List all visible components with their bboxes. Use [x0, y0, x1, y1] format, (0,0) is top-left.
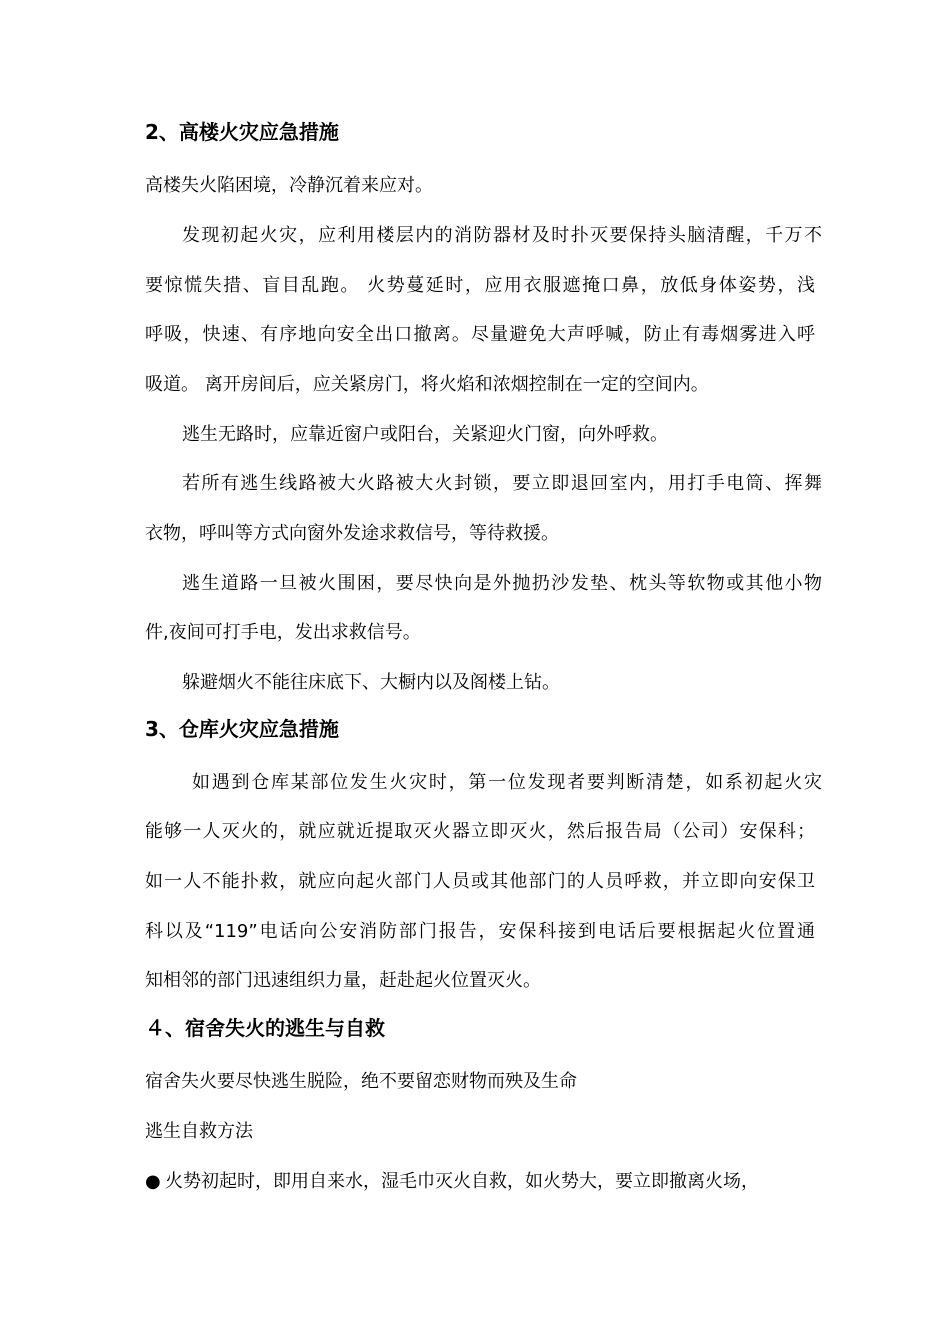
section-3-paragraph-line-2: 能够一人灭火的，就应就近提取灭火器立即灭火，然后报告局（公司）安保科； — [145, 821, 815, 842]
section-3-paragraph-line-3: 如一人不能扑救，就应向起火部门人员或其他部门的人员呼救，并立即向安保卫 — [145, 871, 815, 892]
section-2-paragraph-1-line-1: 发现初起火灾，应利用楼层内的消防器材及时扑灭要保持头脑清醒，千万不 — [182, 225, 822, 246]
section-heading-2: 2、高楼火灾应急措施 — [145, 120, 339, 144]
section-3-paragraph-line-4: 科以及“119”电话向公安消防部门报告，安保科接到电话后要根据起火位置通 — [145, 921, 815, 942]
bullet-dot-icon: ● — [145, 1171, 161, 1192]
section-3-paragraph-line-1: 如遇到仓库某部位发生火灾时，第一位发现者要判断清楚，如系初起火灾 — [192, 772, 822, 793]
section-2-paragraph-2: 逃生无路时，应靠近窗户或阳台，关紧迎火门窗，向外呼救。 — [182, 424, 668, 445]
section-2-paragraph-1-line-3: 呼吸，快速、有序地向安全出口撤离。尽量避免大声呼喊，防止有毒烟雾进入呼 — [145, 324, 815, 345]
section-2-paragraph-1-line-2: 要惊慌失措、盲目乱跑。 火势蔓延时，应用衣服遮掩口鼻，放低身体姿势，浅 — [145, 275, 815, 296]
section-4-paragraph-2: 逃生自救方法 — [145, 1121, 253, 1142]
section-heading-4: ４、宿舍失火的逃生与自救 — [145, 1016, 385, 1040]
section-2-paragraph-3-line-1: 若所有逃生线路被大火路被大火封锁，要立即退回室内，用打手电筒、挥舞 — [182, 473, 822, 494]
section-2-paragraph-3-line-2: 衣物，呼叫等方式向窗外发途求救信号，等待救援。 — [145, 523, 559, 544]
section-2-intro: 高楼失火陷困境，冷静沉着来应对。 — [145, 175, 433, 196]
section-2-paragraph-4-line-2: 件,夜间可打手电，发出求救信号。 — [145, 622, 421, 643]
section-4-bullet-1: 火势初起时，即用自来水，湿毛巾灭火自救，如火势大，要立即撤离火场， — [165, 1171, 759, 1192]
section-heading-3: 3、仓库火灾应急措施 — [145, 717, 339, 741]
section-2-paragraph-5: 躲避烟火不能往床底下、大橱内以及阁楼上钻。 — [182, 672, 560, 693]
section-2-paragraph-1-line-4: 吸道。 离开房间后，应关紧房门，将火焰和浓烟控制在一定的空间内。 — [145, 374, 709, 395]
section-2-paragraph-4-line-1: 逃生道路一旦被火围困，要尽快向是外抛扔沙发垫、枕头等软物或其他小物 — [182, 573, 822, 594]
section-4-paragraph-1: 宿舍失火要尽快逃生脱险，绝不要留恋财物而殃及生命 — [145, 1071, 577, 1092]
section-3-paragraph-line-5: 知相邻的部门迅速组织力量，赶赴起火位置灭火。 — [145, 970, 541, 991]
